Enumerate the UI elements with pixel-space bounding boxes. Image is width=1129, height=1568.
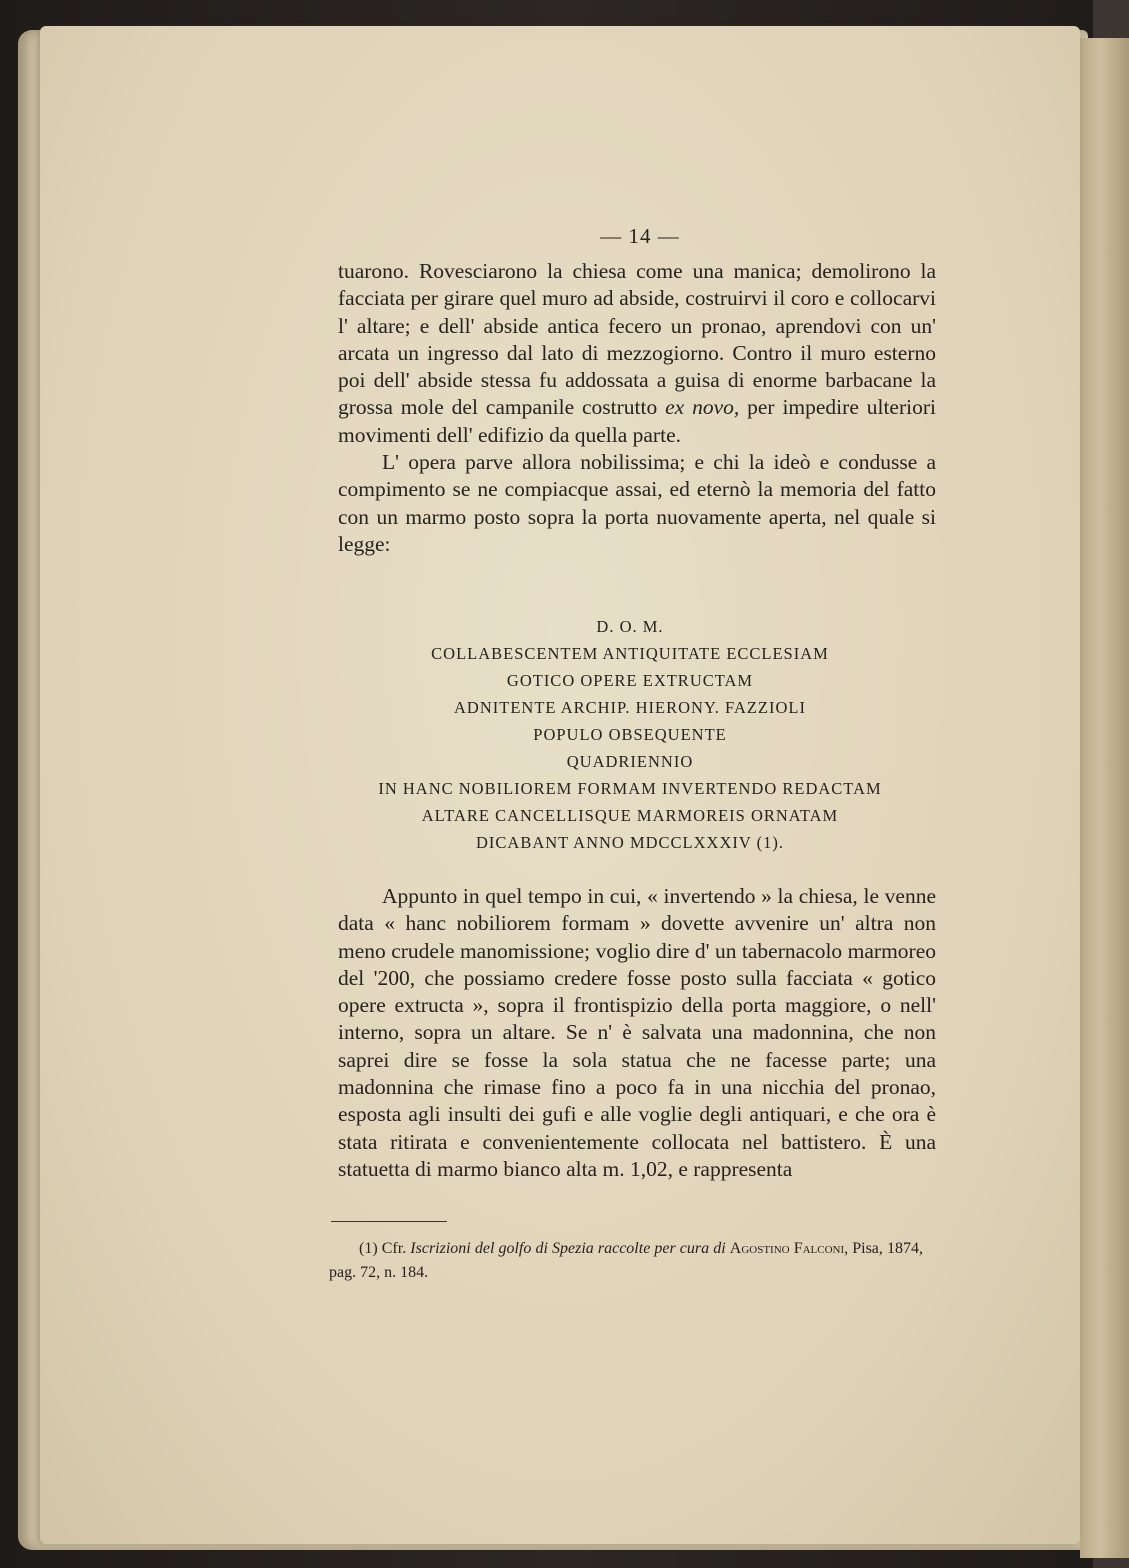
page-number: — 14 — [600,224,680,248]
footnote-author: Agostino Falconi, [729,1240,849,1257]
inscription-line: DICABANT ANNO MDCCLXXXIV (1). [476,833,784,852]
body-text-bottom [338,883,936,1183]
inscription-line: COLLABESCENTEM ANTIQUITATE ECCLESIAM [431,644,829,663]
footnote-title: Iscrizioni del golfo di Spezia raccolte per cura di [410,1240,726,1257]
inscription-block [330,613,930,856]
inscription-line: GOTICO OPERE EXTRUCTAM [506,671,754,690]
inscription-line: QUADRIENNIO [566,752,694,771]
inscription-line: ALTARE CANCELLISQUE MARMOREIS ORNATAM [421,806,839,825]
footnote-divider [331,1221,447,1222]
footnote-details: Pisa, 1874, pag. 72, n. 184. [329,1240,923,1281]
inscription-line: ADNITENTE ARCHIP. HIERONY. FAZZIOLI [454,698,806,717]
paragraph-1: tuarono. Rovesciarono la chiesa come una manica; demolirono la facciata per girare quel muro ad abside, costruirvi il coro e collocarvi l' altare; e dell' abside antica fecero un pronao, aprendovi con un' arcata un ingresso dal lato di mezzogiorno. Contro il muro esterno poi dell' abside stessa fu addossata a guisa di enorme barbacane la grossa mole del campanile costrutto ex novo, per impedire ulteriori movimenti dell' edifizio da quella parte. [338,259,936,447]
paragraph-2: L' opera parve allora nobilissima; e chi la ideò e condusse a compimento se ne compiacque assai, ed eternò la memoria del fatto con un marmo posto sopra la porta nuovamente aperta, nel quale si legge: [338,450,936,556]
footnote-marker: (1) Cfr. [359,1240,407,1257]
footnote [329,1237,923,1285]
inscription-line: POPULO OBSEQUENTE [533,725,727,744]
paragraph-3: Appunto in quel tempo in cui, « invertendo » la chiesa, le venne data « hanc nobiliorem formam » dovette avvenire un' altra non meno crudele manomissione; voglio dire d' un tabernacolo marmoreo del '200, che possiamo credere fosse posto sulla facciata « gotico opere extructa », sopra il frontispizio della porta maggiore, o nell' interno, sopra un altare. Se n' è salvata una madonnina, che non saprei dire se fosse la sola statua che ne facesse parte; una madonnina che rimase fino a poco fa in una nicchia del pronao, esposta agli insulti dei gufi e alle voglie degli antiquari, e che ora è stata ritirata e convenientemente collocata nel battistero. È una statuetta di marmo bianco alta m. 1,02, e rappresenta [338,884,936,1181]
inscription-line: D. O. M. [596,617,664,636]
body-text-top [338,258,936,558]
inscription-line: IN HANC NOBILIOREM FORMAM INVERTENDO REDACTAM [378,779,882,798]
